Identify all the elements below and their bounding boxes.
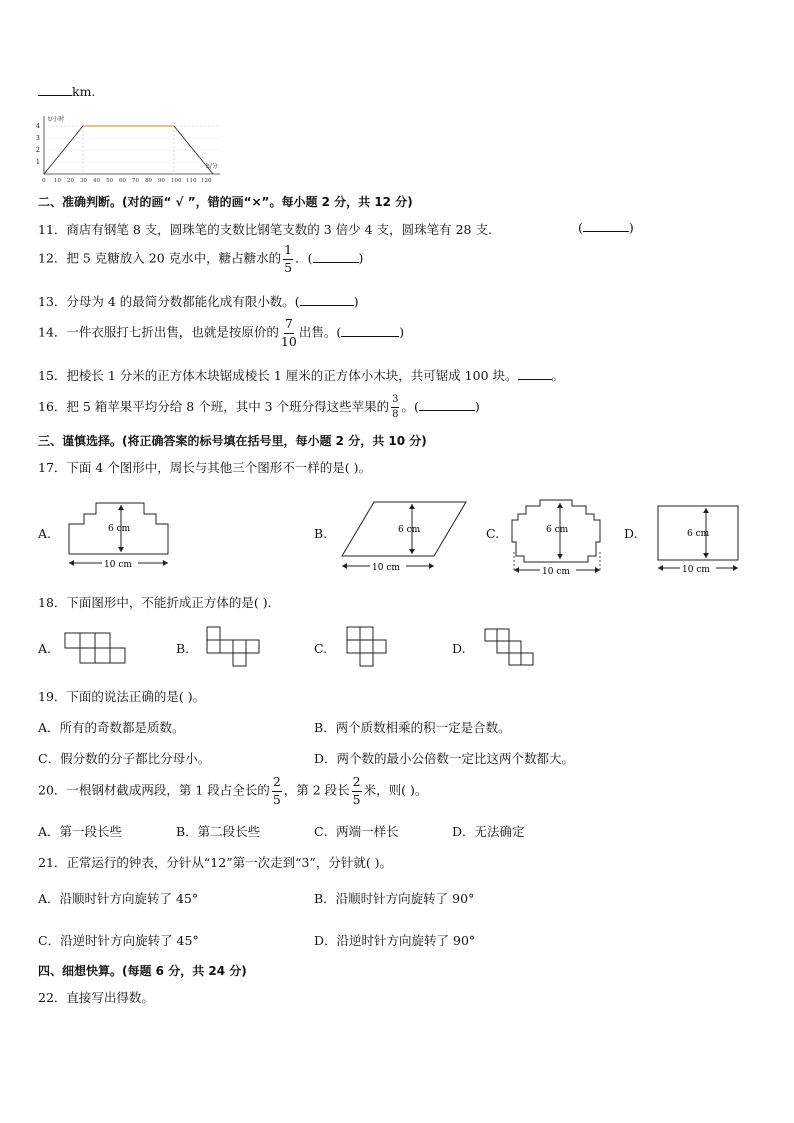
y-tick: 4 xyxy=(36,123,40,130)
height-label: 6 cm xyxy=(687,529,710,539)
answer-blank[interactable] xyxy=(300,294,354,306)
graph-y-ticks xyxy=(36,123,40,166)
figure-d-rectangle xyxy=(650,500,750,576)
fraction: $\frac{1}{5}$ xyxy=(284,242,293,275)
question-13: 13．分母为 4 的最简分数都能化成有限小数。( ) xyxy=(38,294,359,309)
question-14: 14．一件衣服打七折出售，也就是按原价的 $\frac{7}{10}$ 出售。( ) xyxy=(38,316,405,349)
option-d[interactable]: D．沿逆时针方向旋转了 90° xyxy=(314,933,476,948)
height-label: 6 cm xyxy=(546,525,569,535)
option-b[interactable]: B．沿顺时针方向旋转了 90° xyxy=(314,891,475,906)
x-tick: 30 xyxy=(80,178,87,184)
question-17: 17．下面 4 个图形中，周长与其他三个图形不一样的是( )。 xyxy=(38,460,372,475)
width-label: 10 cm xyxy=(372,563,400,573)
x-tick: 60 xyxy=(119,178,126,184)
question-21: 21．正常运行的钟表，分针从“12”第一次走到“3”，分针就( )。 xyxy=(38,855,393,870)
option-c[interactable]: C．两端一样长 xyxy=(314,824,399,839)
fraction: $\frac{7}{10}$ xyxy=(280,316,297,349)
x-tick: 100 xyxy=(171,178,182,184)
cube-net-b xyxy=(204,624,264,668)
cube-net-a xyxy=(64,630,132,666)
figure-a-stepped-shape xyxy=(60,496,180,574)
fraction: $\frac{2}{5}$ xyxy=(272,774,281,807)
y-tick: 1 xyxy=(36,159,40,166)
option-b[interactable]: B．第二段长些 xyxy=(176,824,261,839)
option-a[interactable]: A．所有的奇数都是质数。 xyxy=(38,720,185,735)
graph-x-ticks xyxy=(42,178,212,184)
section-2-title: 二、准确判断。(对的画“ √ ”，错的画“×”。每小题 2 分，共 12 分) xyxy=(38,195,413,209)
x-tick: 90 xyxy=(158,178,165,184)
distance-time-graph xyxy=(30,112,230,188)
option-d-label[interactable]: D. xyxy=(452,641,466,656)
x-tick: 40 xyxy=(93,178,100,184)
question-12: 12．把 5 克糖放入 20 克水中，糖占糖水的 $\frac{1}{5}$ ．( ) xyxy=(38,242,364,275)
option-c-label[interactable]: C. xyxy=(314,641,328,656)
answer-blank[interactable] xyxy=(341,325,399,337)
fraction: $\frac{3}{8}$ xyxy=(392,394,399,420)
option-b[interactable]: B．两个质数相乘的积一定是合数。 xyxy=(314,720,511,735)
question-18: 18．下面图形中，不能折成正方体的是( )． xyxy=(38,595,281,610)
option-c[interactable]: C．沿逆时针方向旋转了 45° xyxy=(38,933,199,948)
height-label: 6 cm xyxy=(108,524,131,534)
answer-blank[interactable] xyxy=(419,399,475,411)
answer-blank[interactable] xyxy=(38,84,72,96)
height-label: 6 cm xyxy=(398,525,421,535)
x-tick: 80 xyxy=(145,178,152,184)
x-tick: 110 xyxy=(186,178,197,184)
graph-x-label: h/分 xyxy=(206,163,218,170)
y-tick: 3 xyxy=(36,135,40,142)
option-c-label[interactable]: C. xyxy=(486,526,500,541)
y-tick: 2 xyxy=(36,147,40,154)
option-d[interactable]: D．无法确定 xyxy=(452,824,525,839)
figure-b-parallelogram xyxy=(334,494,474,576)
answer-blank[interactable] xyxy=(583,220,629,232)
question-11-answer: ( ) xyxy=(578,220,634,235)
cube-net-c xyxy=(344,624,398,670)
option-a[interactable]: A．第一段长些 xyxy=(38,824,123,839)
answer-blank[interactable] xyxy=(518,368,552,380)
x-tick: 120 xyxy=(201,178,212,184)
width-label: 10 cm xyxy=(682,565,710,575)
option-a-label[interactable]: A. xyxy=(38,641,52,656)
answer-blank[interactable] xyxy=(313,251,359,263)
cube-net-d xyxy=(482,626,538,670)
option-d-label[interactable]: D. xyxy=(624,526,638,541)
width-label: 10 cm xyxy=(542,567,570,577)
graph-y-label: t/小时 xyxy=(48,116,65,123)
section-3-title: 三、谨慎选择。(将正确答案的标号填在括号里，每小题 2 分，共 10 分) xyxy=(38,434,427,448)
question-19: 19．下面的说法正确的是( )。 xyxy=(38,689,206,704)
x-tick: 20 xyxy=(67,178,74,184)
x-tick: 50 xyxy=(106,178,113,184)
fraction: $\frac{2}{5}$ xyxy=(352,774,361,807)
x-tick: 10 xyxy=(54,178,61,184)
section-4-title: 四、细想快算。(每题 6 分，共 24 分) xyxy=(38,964,247,978)
question-20: 20．一根钢材截成两段，第 1 段占全长的 $\frac{2}{5}$ ，第 2 段长 $\frac{2}{5}$ 米，则( )。 xyxy=(38,774,428,807)
question-15: 15．把棱长 1 分米的正方体木块锯成棱长 1 厘米的正方体小木块，共可锯成 100 块。 。 xyxy=(38,368,565,383)
option-b-label[interactable]: B. xyxy=(314,526,328,541)
figure-c-notched-shape xyxy=(504,496,610,578)
question-11: 11．商店有钢笔 8 支，圆珠笔的支数比钢笔支数的 3 倍少 4 支，圆珠笔有 28 支. xyxy=(38,222,492,237)
x-tick: 70 xyxy=(132,178,139,184)
x-tick: 0 xyxy=(42,178,46,184)
option-a[interactable]: A．沿顺时针方向旋转了 45° xyxy=(38,891,199,906)
option-b-label[interactable]: B. xyxy=(176,641,190,656)
question-16: 16．把 5 箱苹果平均分给 8 个班，其中 3 个班分得这些苹果的 $\frac{3}{8}$ 。( ) xyxy=(38,394,480,420)
width-label: 10 cm xyxy=(104,560,132,570)
top-answer-line: km. xyxy=(38,84,95,99)
question-22: 22．直接写出得数。 xyxy=(38,990,154,1005)
option-a-label[interactable]: A. xyxy=(38,526,52,541)
option-d[interactable]: D．两个数的最小公倍数一定比这两个数都大。 xyxy=(314,751,575,766)
option-c[interactable]: C．假分数的分子都比分母小。 xyxy=(38,751,211,766)
